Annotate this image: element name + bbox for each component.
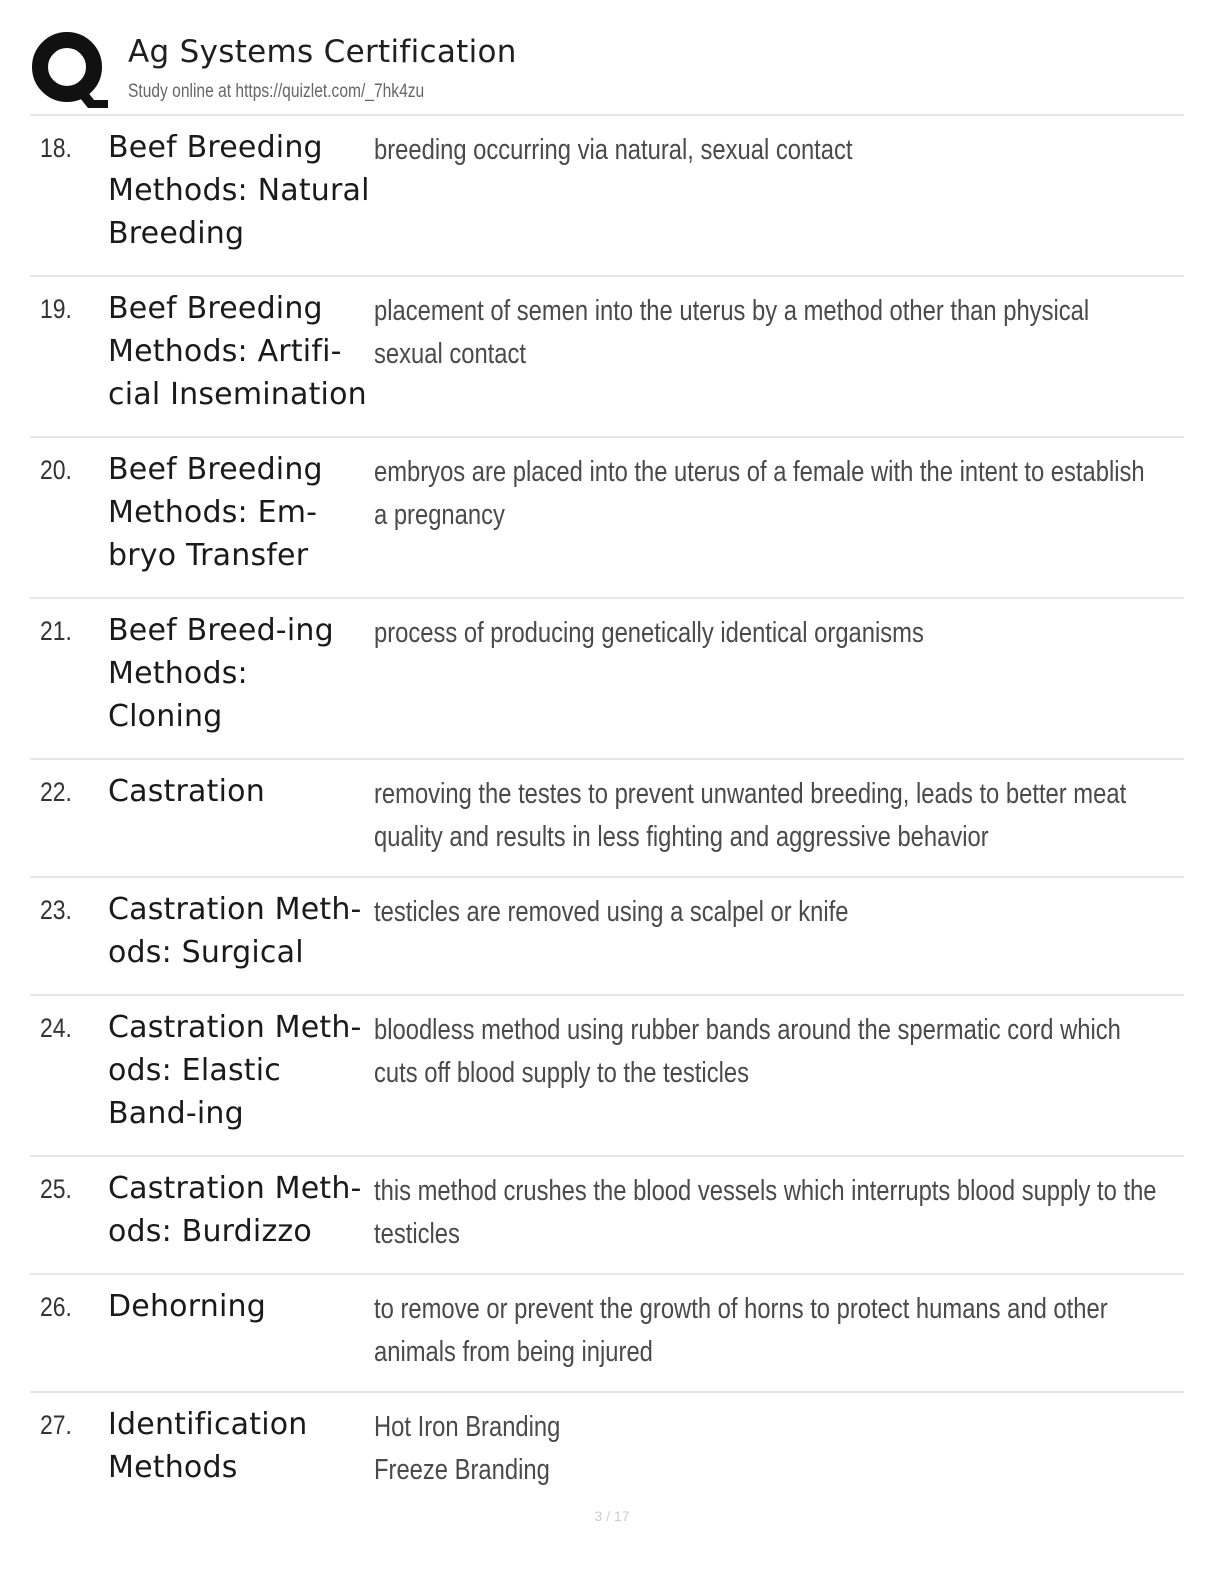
card-number: 27.	[40, 1410, 72, 1440]
card-term: Beef Breeding Methods: Natural Breeding	[108, 130, 370, 251]
card-row	[30, 1393, 1184, 1503]
card-definition: process of producing genetically identical organisms	[374, 617, 924, 649]
page-number: 3 / 17	[594, 1508, 630, 1524]
card-term: Dehorning	[108, 1289, 266, 1324]
card-row	[30, 1157, 1184, 1275]
card-definition: to remove or prevent the growth of horns to protect humans and other animals from being injured	[374, 1293, 1108, 1368]
card-number: 26.	[40, 1292, 72, 1322]
card-number: 19.	[40, 294, 72, 324]
card-definition: breeding occurring via natural, sexual contact	[374, 134, 853, 166]
quizlet-logo-icon	[30, 30, 110, 110]
card-number: 18.	[40, 133, 72, 163]
card-number: 21.	[40, 616, 72, 646]
card-term: Beef Breeding Methods: Artifi-cial Insemination	[108, 291, 367, 412]
card-row	[30, 116, 1184, 277]
card-row	[30, 1275, 1184, 1393]
card-definition: placement of semen into the uterus by a method other than physical sexual contact	[374, 295, 1090, 370]
card-definition: Hot Iron Branding Freeze Branding	[374, 1411, 561, 1486]
card-number: 24.	[40, 1013, 72, 1043]
card-list	[30, 116, 1184, 1503]
card-term: Castration	[108, 774, 265, 809]
study-link[interactable]: Study online at https://quizlet.com/_7hk4zu	[128, 81, 425, 102]
card-term: Castration Meth-ods: Elastic Band-ing	[108, 1010, 362, 1131]
card-term: Castration Meth-ods: Surgical	[108, 892, 362, 970]
card-term: Castration Meth-ods: Burdizzo	[108, 1171, 362, 1249]
page-title: Ag Systems Certification	[128, 34, 517, 70]
card-definition: embryos are placed into the uterus of a female with the intent to establish a pregnancy	[374, 456, 1145, 531]
card-definition: bloodless method using rubber bands around the spermatic cord which cuts off blood supply to the testicles	[374, 1014, 1121, 1089]
card-term: Beef Breed-ing Methods: Cloning	[108, 613, 334, 734]
card-row	[30, 996, 1184, 1157]
card-row	[30, 438, 1184, 599]
card-definition: testicles are removed using a scalpel or knife	[374, 896, 849, 928]
card-row	[30, 878, 1184, 996]
page-header	[30, 28, 1184, 116]
card-definition: removing the testes to prevent unwanted breeding, leads to better meat quality and results in less fighting and aggressive behavior	[374, 778, 1127, 853]
card-row	[30, 599, 1184, 760]
card-number: 22.	[40, 777, 72, 807]
card-row	[30, 277, 1184, 438]
card-term: Beef Breeding Methods: Em-bryo Transfer	[108, 452, 323, 573]
card-number: 23.	[40, 895, 72, 925]
card-row	[30, 760, 1184, 878]
card-term: Identification Methods	[108, 1407, 308, 1485]
card-definition: this method crushes the blood vessels which interrupts blood supply to the testicles	[374, 1175, 1157, 1250]
card-number: 20.	[40, 455, 72, 485]
card-number: 25.	[40, 1174, 72, 1204]
